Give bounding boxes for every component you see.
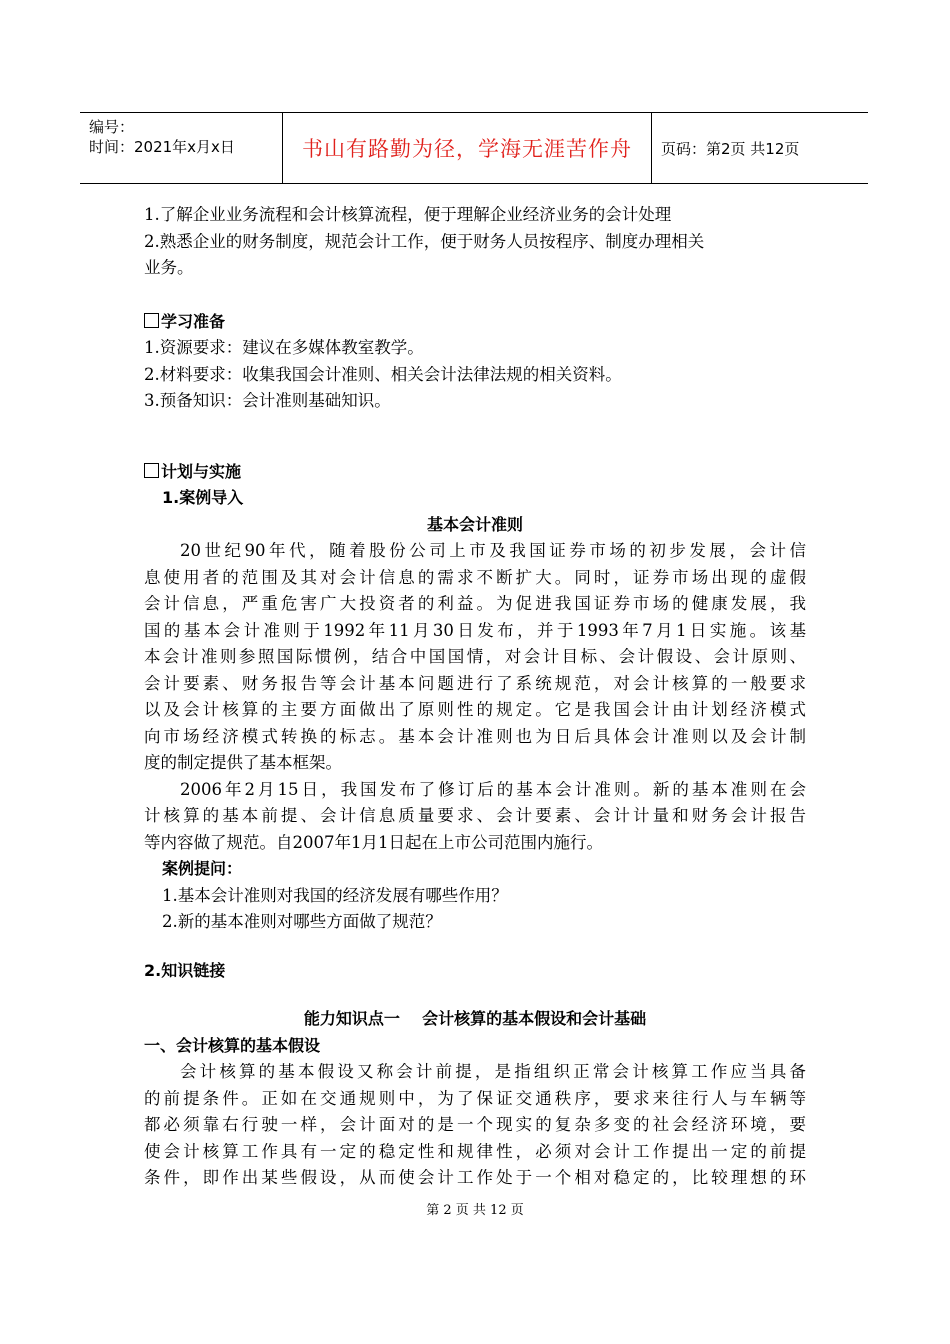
section-heading: 一、会计核算的基本假设 xyxy=(144,1035,321,1055)
prep-heading xyxy=(144,309,806,336)
case-paragraph-1-line: 会计信息，严重危害广大投资者的利益。为促进我国证券市场的健康发展，我 xyxy=(144,594,806,613)
header-page-label: 页码：第2页 共12页 xyxy=(661,139,800,158)
prep-item-1: 1.资源要求：建议在多媒体教室教学。 xyxy=(144,338,424,357)
case-intro-heading: 1.案例导入 xyxy=(162,488,244,507)
header-table xyxy=(80,112,868,184)
knowledge-paragraph-line: 条件，即作出某些假设，从而使会计工作处于一个相对稳定的，比较理想的环 xyxy=(144,1168,806,1187)
intro-item-2-line-2: 业务。 xyxy=(144,258,194,277)
knowledge-point-title xyxy=(144,1006,806,1033)
knowledge-paragraph-line: 使会计核算工作具有一定的稳定性和规律性，必须对会计工作提出一定的前提 xyxy=(144,1141,806,1161)
case-paragraph-1-line: 度的制定提供了基本框架。 xyxy=(144,753,342,772)
page-content xyxy=(144,202,806,1192)
knowledge-paragraph-line: 都必须靠右行驶一样，会计面对的是一个现实的复杂多变的社会经济环境，要 xyxy=(144,1115,806,1134)
case-paragraph-1-line: 会计要素、财务报告等会计基本问题进行了系统规范，对会计核算的一般要求 xyxy=(144,673,806,693)
document-time-label: 时间：2021年x月x日 xyxy=(89,138,235,156)
case-paragraph-1-line: 20世纪90年代，随着股份公司上市及我国证券市场的初步发展，会计信 xyxy=(180,541,806,560)
knowledge-point-title-text: 能力知识点一 会计核算的基本假设和会计基础 xyxy=(303,1009,647,1028)
page-footer: 第 2 页 共 12 页 xyxy=(426,1203,524,1218)
article-title: 基本会计准则 xyxy=(426,514,523,534)
document-number-label: 编号： xyxy=(89,118,135,136)
case-question-1: 1.基本会计准则对我国的经济发展有哪些作用？ xyxy=(162,885,508,905)
plan-title: 计划与实施 xyxy=(161,461,242,481)
case-paragraph-2-line: 计核算的基本前提、会计信息质量要求、会计要素、会计计量和财务会计报告 xyxy=(144,806,806,825)
case-paragraph-1-line: 本会计准则参照国际惯例，结合中国国情，对会计目标、会计假设、会计原则、 xyxy=(144,647,806,666)
knowledge-link-heading: 2.知识链接 xyxy=(144,960,226,980)
case-paragraph-1-line: 国的基本会计准则于1992年11月30日发布，并于1993年7月1日实施。该基 xyxy=(144,620,806,640)
plan-heading xyxy=(144,459,806,486)
header-info-cell xyxy=(80,113,282,183)
case-questions-heading: 案例提问： xyxy=(162,859,243,878)
case-paragraph-1-line: 以及会计核算的主要方面做出了原则性的规定。它是我国会计由计划经济模式 xyxy=(144,700,806,719)
checkbox-square-icon xyxy=(144,313,159,328)
case-paragraph-1-line: 息使用者的范围及其对会计信息的需求不断扩大。同时，证券市场出现的虚假 xyxy=(144,567,806,587)
checkbox-square-icon xyxy=(144,463,159,478)
header-page-cell xyxy=(652,113,868,183)
prep-title: 学习准备 xyxy=(161,311,226,331)
header-motto: 书山有路勤为径，学海无涯苦作舟 xyxy=(302,137,632,161)
case-paragraph-2-line: 2006年2月15日，我国发布了修订后的基本会计准则。新的基本准则在会 xyxy=(180,779,806,799)
prep-item-3: 3.预备知识：会计准则基础知识。 xyxy=(144,391,391,410)
header-motto-cell xyxy=(282,113,652,183)
intro-item-1: 1.了解企业业务流程和会计核算流程，便于理解企业经济业务的会计处理 xyxy=(144,205,672,224)
knowledge-paragraph-line: 会计核算的基本假设又称会计前提，是指组织正常会计核算工作应当具备 xyxy=(180,1062,806,1081)
knowledge-paragraph-line: 的前提条件。正如在交通规则中，为了保证交通秩序，要求来往行人与车辆等 xyxy=(144,1088,806,1108)
case-question-2: 2.新的基本准则对哪些方面做了规范？ xyxy=(162,912,442,931)
prep-item-2: 2.材料要求：收集我国会计准则、相关会计法律法规的相关资料。 xyxy=(144,364,622,384)
case-paragraph-1-line: 向市场经济模式转换的标志。基本会计准则也为日后具体会计准则以及会计制 xyxy=(144,726,806,746)
case-paragraph-2-line: 等内容做了规范。自2007年1月1日起在上市公司范围内施行。 xyxy=(144,832,603,852)
intro-item-2-line-1: 2.熟悉企业的财务制度，规范会计工作，便于财务人员按程序、制度办理相关 xyxy=(144,231,705,251)
